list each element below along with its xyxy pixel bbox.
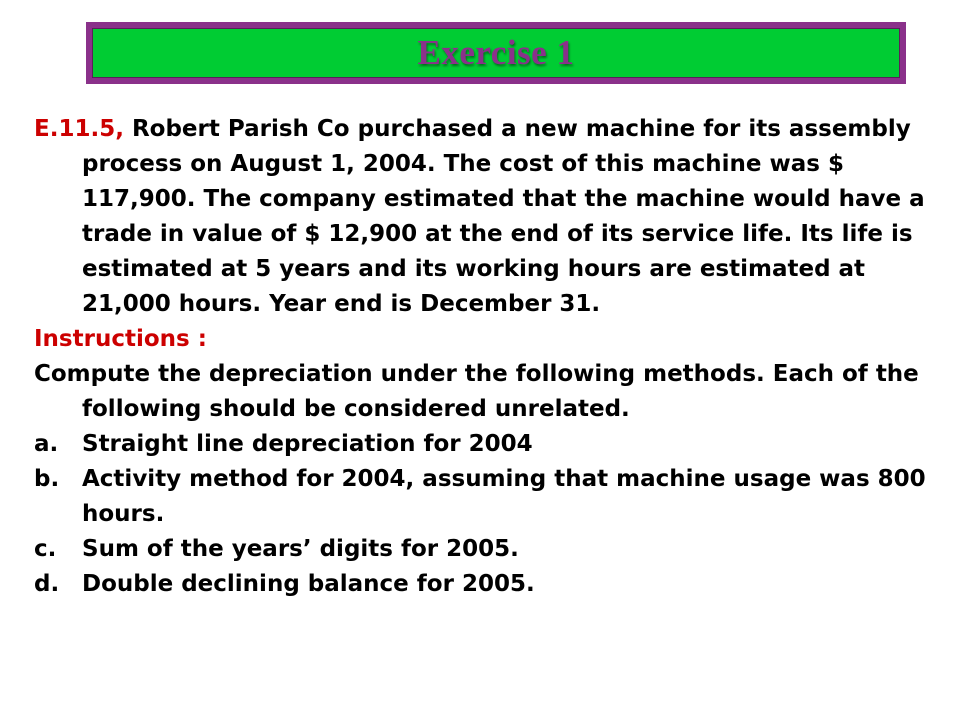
list-item-text: Double declining balance for 2005. bbox=[82, 571, 535, 597]
list-item-text: Straight line depreciation for 2004 bbox=[82, 431, 533, 457]
list-item-a bbox=[34, 427, 950, 462]
list-item-d bbox=[34, 567, 950, 602]
list-item-b bbox=[34, 462, 950, 532]
problem-text: Robert Parish Co purchased a new machine for its assembly process on August 1, 2004. The cost of this machine was $ 117,900. The company estimated that the machine would have a trade in value of $ 12,900 at the end of its service life. Its life is estimated at 5 years and its working hours are estimated at 21,000 hours. Year end is December 31. bbox=[82, 116, 925, 317]
list-marker: c. bbox=[34, 536, 57, 562]
title-banner bbox=[86, 22, 906, 84]
list-item-c bbox=[34, 532, 950, 567]
instructions-text: Compute the depreciation under the following methods. Each of the following should be considered unrelated. bbox=[34, 361, 919, 422]
problem-statement bbox=[34, 112, 950, 322]
list-marker: d. bbox=[34, 571, 60, 597]
slide-body bbox=[34, 112, 950, 602]
exercise-reference: E.11.5, bbox=[34, 116, 124, 142]
slide-title: Exercise 1 bbox=[417, 33, 575, 72]
list-item-text: Sum of the years’ digits for 2005. bbox=[82, 536, 519, 562]
list-marker: b. bbox=[34, 466, 60, 492]
list-item-text: Activity method for 2004, assuming that machine usage was 800 hours. bbox=[82, 466, 926, 527]
list-marker: a. bbox=[34, 431, 59, 457]
instructions-heading: Instructions : bbox=[34, 326, 207, 352]
